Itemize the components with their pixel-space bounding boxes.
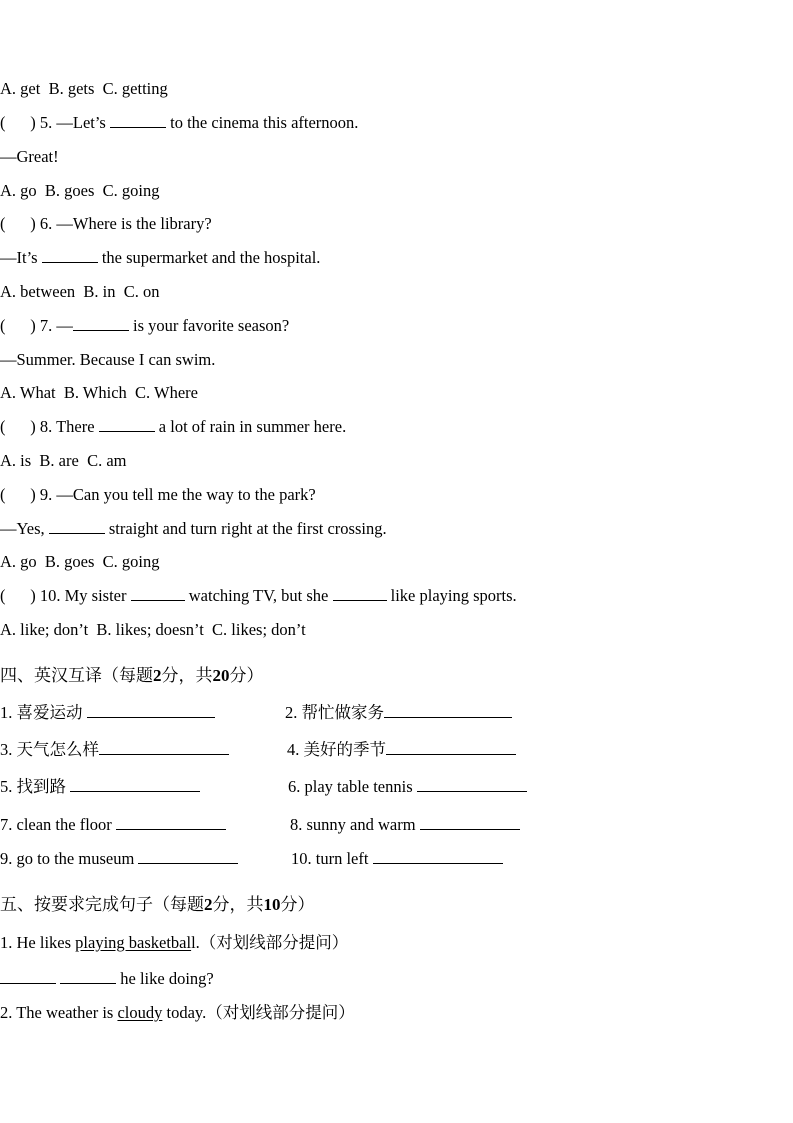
translate-item-9: 9. go to the museum [0, 849, 238, 869]
q8-text-b: a lot of rain in summer here. [154, 417, 347, 436]
section-5-heading: 五、按要求完成句子（每题2分，共10分） [0, 895, 315, 914]
q5-reply: —Great! [0, 147, 59, 166]
option-line-q5: A. go B. goes C. going [0, 181, 160, 200]
translate-item-1: 1. 喜爱运动 [0, 703, 215, 723]
answer-blank[interactable] [99, 417, 155, 432]
answer-blank[interactable] [116, 815, 226, 830]
option-line-q6: A. between B. in C. on [0, 282, 160, 301]
section-4-heading: 四、英汉互译（每题2分，共20分） [0, 666, 264, 685]
answer-blank[interactable] [0, 969, 56, 984]
option-line-q4: A. get B. gets C. getting [0, 79, 168, 98]
answer-blank[interactable] [131, 586, 185, 601]
translate-item-8: 8. sunny and warm [290, 815, 520, 835]
q9-reply-b: straight and turn right at the first crossing. [104, 519, 387, 538]
question-9: ( ) 9. —Can you tell me the way to the park? [0, 485, 316, 504]
option-line-q9: A. go B. goes C. going [0, 552, 160, 571]
rewrite-item-1-answer: he like doing? [0, 969, 214, 989]
question-10 [0, 586, 517, 606]
translate-item-7: 7. clean the floor [0, 815, 226, 835]
q9-reply [0, 519, 387, 539]
answer-blank[interactable] [87, 703, 215, 718]
answer-blank[interactable] [417, 777, 527, 792]
q9-reply-a: —Yes, [0, 519, 49, 538]
answer-blank[interactable] [138, 849, 238, 864]
answer-blank[interactable] [333, 586, 387, 601]
q5-text-b: to the cinema this afternoon. [165, 113, 359, 132]
answer-blank[interactable] [110, 113, 166, 128]
rewrite-item-1: 1. He likes playing basketball.（对划线部分提问） [0, 933, 349, 952]
q10-text-a: ( ) 10. My sister [0, 586, 131, 605]
translate-item-2: 2. 帮忙做家务 [285, 703, 512, 723]
question-6: ( ) 6. —Where is the library? [0, 214, 212, 233]
answer-blank[interactable] [420, 815, 520, 830]
q6-reply-a: —It’s [0, 248, 42, 267]
answer-blank[interactable] [70, 777, 200, 792]
option-line-q8: A. is B. are C. am [0, 451, 127, 470]
q6-reply-b: the supermarket and the hospital. [97, 248, 321, 267]
translate-item-5: 5. 找到路 [0, 777, 200, 797]
underlined-phrase: playing basketbal [75, 933, 192, 952]
option-line-q10: A. like; don’t B. likes; doesn’t C. likes; don’t [0, 620, 306, 639]
q8-text-a: ( ) 8. There [0, 417, 99, 436]
answer-blank[interactable] [42, 248, 98, 263]
question-5 [0, 113, 358, 133]
translate-item-6: 6. play table tennis [288, 777, 527, 797]
translate-item-3: 3. 天气怎么样 [0, 740, 229, 760]
answer-blank[interactable] [99, 740, 229, 755]
question-7 [0, 316, 289, 336]
question-8 [0, 417, 346, 437]
q7-text-b: is your favorite season? [128, 316, 290, 335]
answer-blank[interactable] [49, 519, 105, 534]
answer-blank[interactable] [373, 849, 503, 864]
option-line-q7: A. What B. Which C. Where [0, 383, 198, 402]
q5-text-a: ( ) 5. —Let’s [0, 113, 110, 132]
underlined-phrase: cloudy [117, 1003, 163, 1022]
q6-reply [0, 248, 320, 268]
translate-item-4: 4. 美好的季节 [287, 740, 516, 760]
answer-blank[interactable] [60, 969, 116, 984]
rewrite-item-2: 2. The weather is cloudy today.（对划线部分提问） [0, 1003, 355, 1022]
answer-blank[interactable] [73, 316, 129, 331]
translate-item-10: 10. turn left [291, 849, 503, 869]
answer-blank[interactable] [386, 740, 516, 755]
q7-text-a: ( ) 7. — [0, 316, 73, 335]
q7-reply: —Summer. Because I can swim. [0, 350, 216, 369]
answer-blank[interactable] [384, 703, 512, 718]
q10-text-c: like playing sports. [386, 586, 517, 605]
q10-text-b: watching TV, but she [184, 586, 333, 605]
